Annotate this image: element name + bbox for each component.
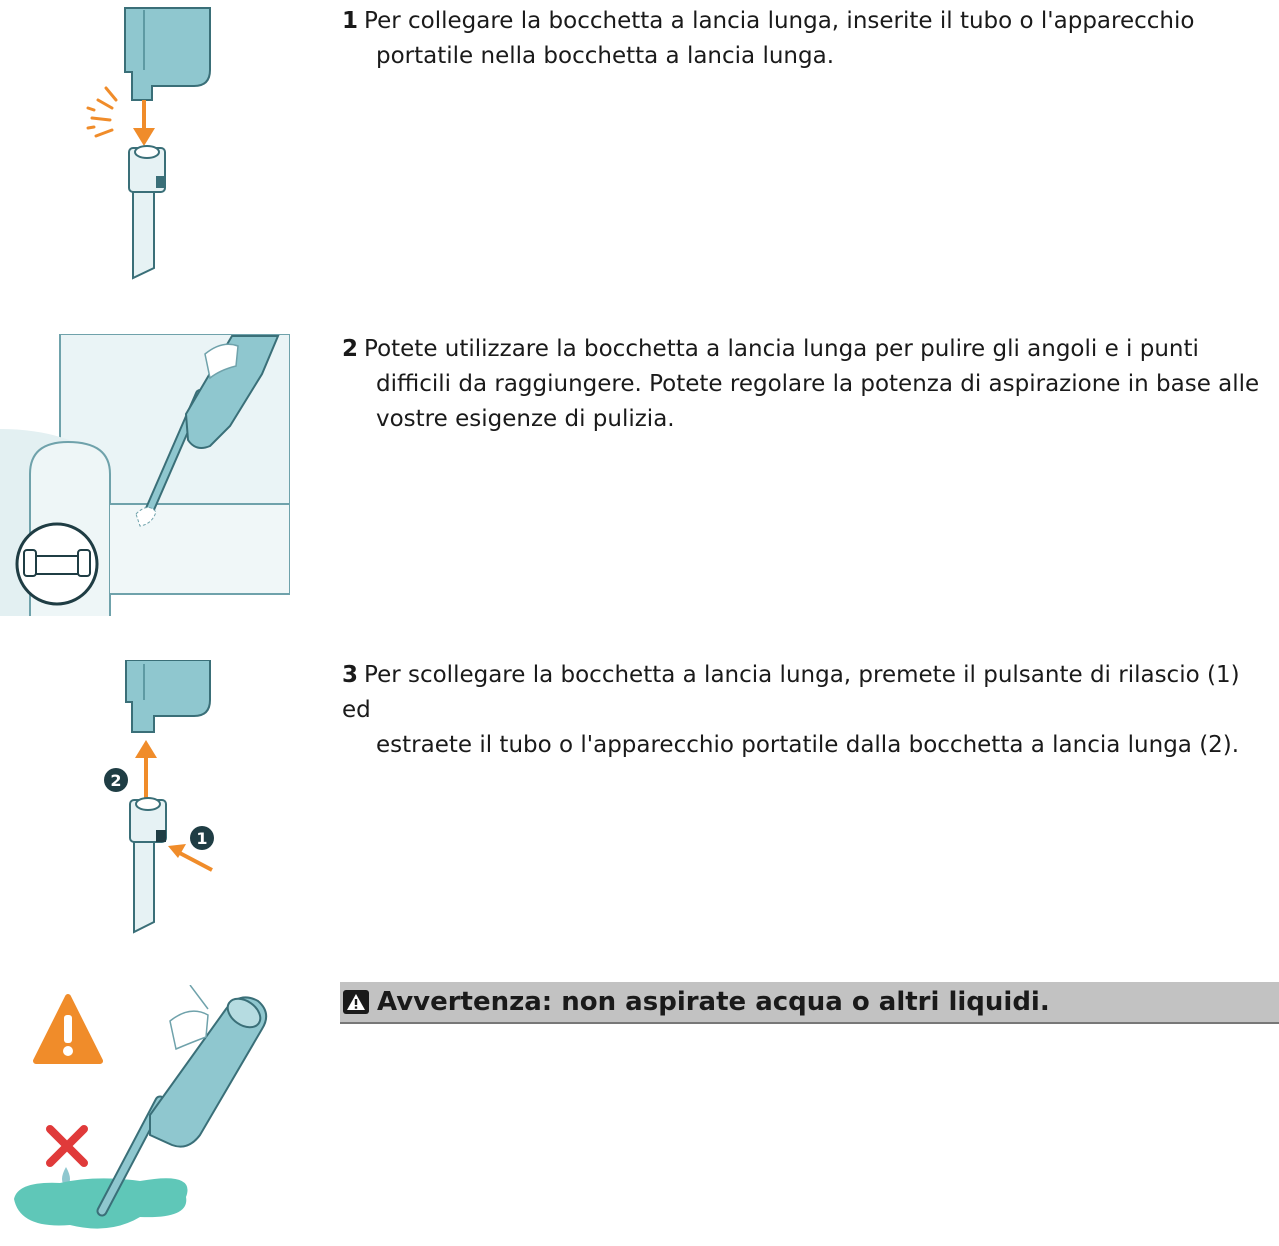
no-liquids-illustration (0, 985, 290, 1243)
step-3-line-2: estraete il tubo o l'apparecchio portatile dalla bocchetta a lancia lunga (2). (376, 732, 1240, 758)
step-2-text (342, 332, 1272, 437)
cross-icon (50, 1129, 84, 1163)
step-number: 3 (342, 662, 359, 688)
step-1-text (342, 4, 1272, 74)
warning-text: Avvertenza: non aspirate acqua o altri liquidi. (377, 987, 1050, 1017)
detach-nozzle-illustration (90, 660, 230, 935)
warning-icon (343, 990, 369, 1014)
warning-banner (340, 982, 1279, 1024)
step-number: 1 (342, 8, 359, 34)
step-1-line-2: portatile nella bocchetta a lancia lunga. (376, 43, 835, 69)
callout-2-label: 2 (110, 771, 122, 790)
attach-nozzle-illustration (70, 0, 230, 285)
callout-1-label: 1 (196, 829, 208, 848)
sofa-cleaning-illustration (0, 334, 290, 616)
step-number: 2 (342, 336, 359, 362)
step-2-line-3: vostre esigenze di pulizia. (376, 406, 675, 432)
step-2-line-1: Potete utilizzare la bocchetta a lancia lunga per pulire gli angoli e i punti (364, 336, 1199, 362)
step-2-line-2: difficili da raggiungere. Potete regolare la potenza di aspirazione in base alle (376, 371, 1260, 397)
step-3-text (342, 658, 1272, 763)
step-1-line-1: Per collegare la bocchetta a lancia lunga, inserite il tubo o l'apparecchio (364, 8, 1195, 34)
step-3-line-1: Per scollegare la bocchetta a lancia lunga, premete il pulsante di rilascio (1) ed (342, 662, 1240, 723)
